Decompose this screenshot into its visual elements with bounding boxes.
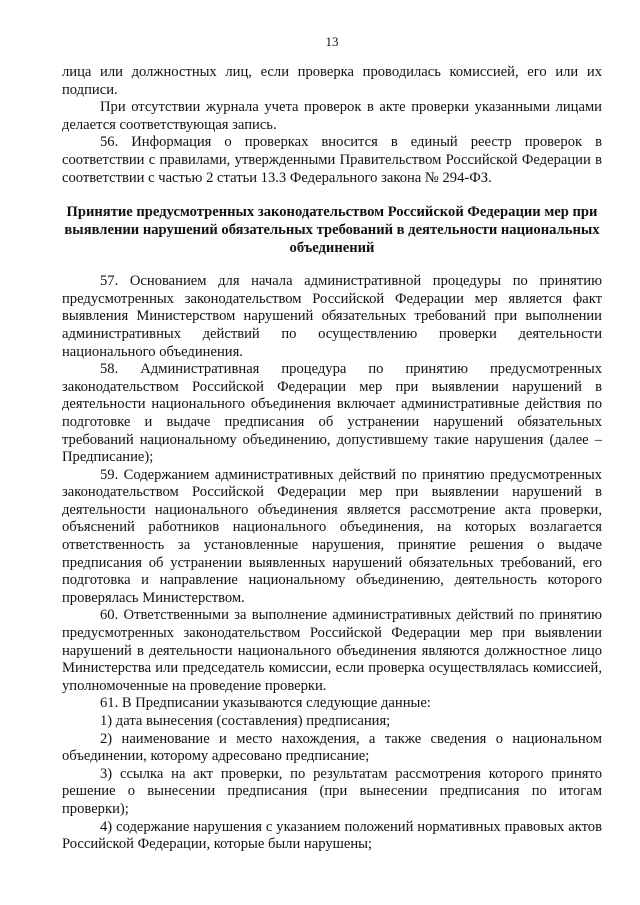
paragraph-58: 58. Административная процедура по принятию предусмотренных законодательством Российской Федерации мер при выявлении нарушений в деятельности национального объединения включает административные действия по подготовке и выдаче предписания об устранении нарушений обязательных требований национальному объединению, допустившему такие нарушения (далее – Предписание); (62, 361, 602, 466)
document-page (62, 34, 602, 854)
list-item-1: 1) дата вынесения (составления) предписания; (100, 713, 391, 729)
paragraph-59: 59. Содержанием административных действий по принятию предусмотренных законодательством Российской Федерации мер при выявлении нарушений в деятельности национального объединения является рассмотрение акта проверки, объяснений работников национального объединения, на которых возлагается ответственность за установленные нарушения, принятие решения о выдаче предписания об устранении выявленных нарушений обязательных требований, его подготовка и направление национальному объединению, деятельность которого проверялась Министерством. (62, 466, 602, 606)
list-item-3: 3) ссылка на акт проверки, по результатам рассмотрения которого принято решение о вынесении предписания (при вынесении предписания по итогам проверки); (62, 765, 602, 817)
paragraph-56: 56. Информация о проверках вносится в единый реестр проверок в соответствии с правилами, утвержденными Правительством Российской Федерации в соответствии с частью 2 статьи 13.3 Федерального закона № 294-ФЗ. (62, 134, 602, 186)
paragraph-signatures-continued: лица или должностных лиц, если проверка проводилась комиссией, его или их подписи. (62, 64, 602, 98)
paragraph-61: 61. В Предписании указываются следующие данные: (100, 695, 431, 712)
section-heading: Принятие предусмотренных законодательством Российской Федерации мер при выявлении нарушений обязательных требований в деятельности национальных объединений (64, 204, 600, 257)
list-item-4: 4) содержание нарушения с указанием положений нормативных правовых актов Российской Федерации, которые были нарушены; (62, 818, 602, 853)
paragraph-57: 57. Основанием для начала административной процедуры по принятию предусмотренных законодательством Российской Федерации мер является факт выявления Министерством нарушений обязательных требований при выполнении административных действий по осуществлению проверки деятельности национального объединения. (62, 273, 602, 360)
paragraph-60: 60. Ответственными за выполнение административных действий по принятию предусмотренных законодательством Российской Федерации мер при выявлении нарушений в деятельности национального объединения являются должностное лицо Министерства или председатель комиссии, если проверка осуществлялась комиссией, уполномоченные на проведение проверки. (62, 607, 602, 694)
list-item-2: 2) наименование и место нахождения, а также сведения о национальном объединении, которому адресовано предписание; (62, 730, 602, 765)
page-number: 13 (325, 34, 339, 49)
paragraph-no-journal: При отсутствии журнала учета проверок в акте проверки указанными лицами делается соответствующая запись. (62, 99, 602, 133)
